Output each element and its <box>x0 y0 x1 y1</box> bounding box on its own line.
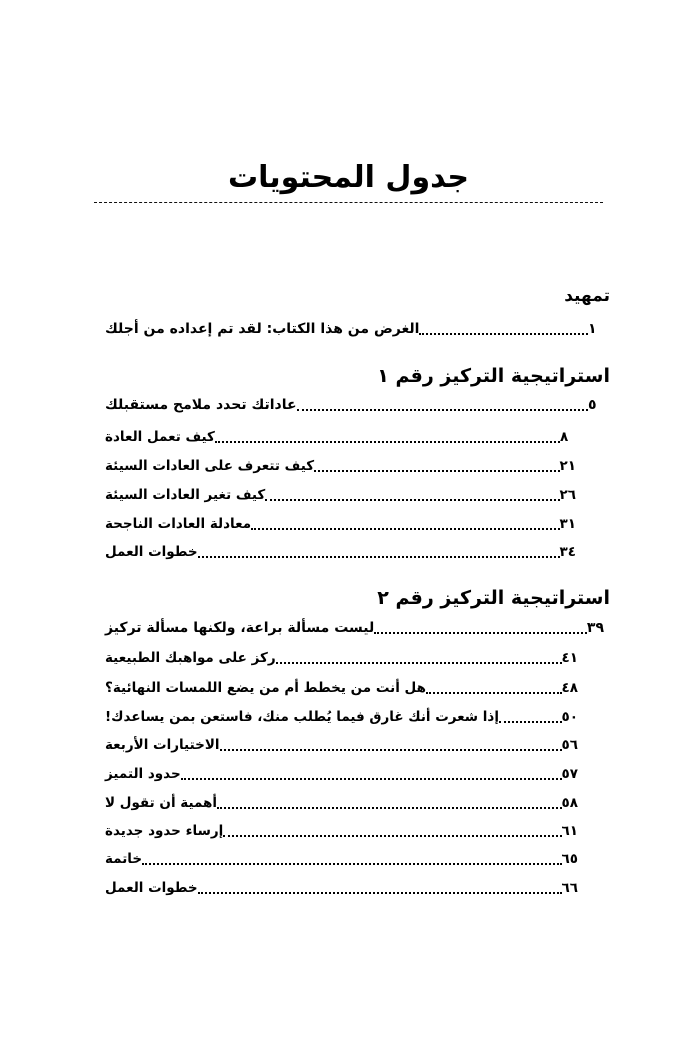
toc-entry-title: معادلة العادات الناجحة <box>105 516 252 532</box>
toc-subentry[interactable] <box>102 484 582 506</box>
toc-entry-title: خاتمة <box>105 851 143 867</box>
toc-page-number: ٦١ <box>561 823 578 839</box>
section-heading-chapter-2: استراتيجية التركيز رقم ٢ <box>377 587 610 609</box>
toc-page-number: ٤١ <box>561 650 578 666</box>
dot-leader <box>426 677 562 699</box>
toc-entry-title: عاداتك تحدد ملامح مستقبلك <box>105 397 297 413</box>
dot-leader <box>198 541 560 563</box>
dot-leader <box>276 647 562 669</box>
dot-leader <box>142 848 561 870</box>
toc-subentry[interactable] <box>102 513 582 535</box>
toc-subentry[interactable] <box>102 848 584 870</box>
dot-leader <box>198 877 562 899</box>
dot-leader <box>297 394 588 416</box>
toc-page-number: ٣١ <box>559 516 576 532</box>
toc-page-number: ٥٧ <box>561 766 578 782</box>
toc-subentry[interactable] <box>102 455 582 477</box>
section-heading-chapter-1: استراتيجية التركيز رقم ١ <box>377 365 610 387</box>
toc-entry-title: حدود التميز <box>105 766 181 782</box>
toc-page-number: ٥٠ <box>561 709 578 725</box>
section-heading-intro: تمهيد <box>564 286 610 306</box>
toc-page-number: ٥٨ <box>561 795 578 811</box>
toc-page-number: ٣٤ <box>559 544 576 560</box>
toc-entry[interactable] <box>102 394 610 416</box>
toc-subentry[interactable] <box>102 541 582 563</box>
toc-entry-title: خطوات العمل <box>105 880 198 896</box>
toc-subentry[interactable] <box>102 763 584 785</box>
toc-page-number: ٢١ <box>559 458 576 474</box>
toc-entry-title: ركز على مواهبك الطبيعية <box>105 650 276 666</box>
toc-subentry[interactable] <box>102 706 584 728</box>
toc-page-number: ١ <box>588 321 597 337</box>
toc-page-number: ٢٦ <box>559 487 576 503</box>
toc-entry-title: أهمية أن تقول لا <box>105 795 218 811</box>
dot-leader <box>499 706 562 728</box>
toc-page-number: ٨ <box>560 429 569 445</box>
toc-entry-title: ليست مسألة براعة، ولكنها مسألة تركيز <box>105 620 375 636</box>
toc-entry[interactable] <box>102 617 610 639</box>
toc-page-number: ٥ <box>588 397 597 413</box>
toc-subentry[interactable] <box>102 820 584 842</box>
toc-subentry[interactable] <box>102 647 584 669</box>
page-title: جدول المحتويات <box>227 160 470 195</box>
toc-page-number: ٦٥ <box>561 851 578 867</box>
toc-entry-title: كيف تغير العادات السيئة <box>105 487 266 503</box>
dot-leader <box>374 617 587 639</box>
dot-leader <box>419 318 588 340</box>
dot-leader <box>217 792 562 814</box>
toc-entry[interactable] <box>102 318 610 340</box>
toc-entry-title: إذا شعرت أنك غارق فيما يُطلب منك، فاستعن بمن يساعدك! <box>105 709 499 725</box>
toc-subentry[interactable] <box>102 792 584 814</box>
title-divider <box>94 202 603 203</box>
toc-entry-title: الغرض من هذا الكتاب: لقد تم إعداده من أجلك <box>105 321 420 337</box>
toc-entry-title: كيف تعمل العادة <box>105 429 215 445</box>
dot-leader <box>251 513 559 535</box>
toc-page-number: ٤٨ <box>561 680 578 696</box>
dot-leader <box>220 734 562 756</box>
toc-page-number: ٥٦ <box>561 737 578 753</box>
toc-page-number: ٣٩ <box>586 620 604 636</box>
toc-subentry[interactable] <box>102 426 582 448</box>
dot-leader <box>265 484 559 506</box>
toc-entry-title: إرساء حدود جديدة <box>105 823 224 839</box>
toc-subentry[interactable] <box>102 877 584 899</box>
toc-subentry[interactable] <box>102 734 584 756</box>
toc-entry-title: هل أنت من يخطط أم من يضع اللمسات النهائية؟ <box>105 680 426 696</box>
toc-page-number: ٦٦ <box>561 880 578 896</box>
toc-entry-title: كيف تتعرف على العادات السيئة <box>105 458 315 474</box>
dot-leader <box>215 426 560 448</box>
toc-entry-title: خطوات العمل <box>105 544 198 560</box>
toc-subentry[interactable] <box>102 677 584 699</box>
dot-leader <box>314 455 559 477</box>
dot-leader <box>223 820 561 842</box>
dot-leader <box>181 763 562 785</box>
toc-entry-title: الاختيارات الأربعة <box>105 737 220 753</box>
